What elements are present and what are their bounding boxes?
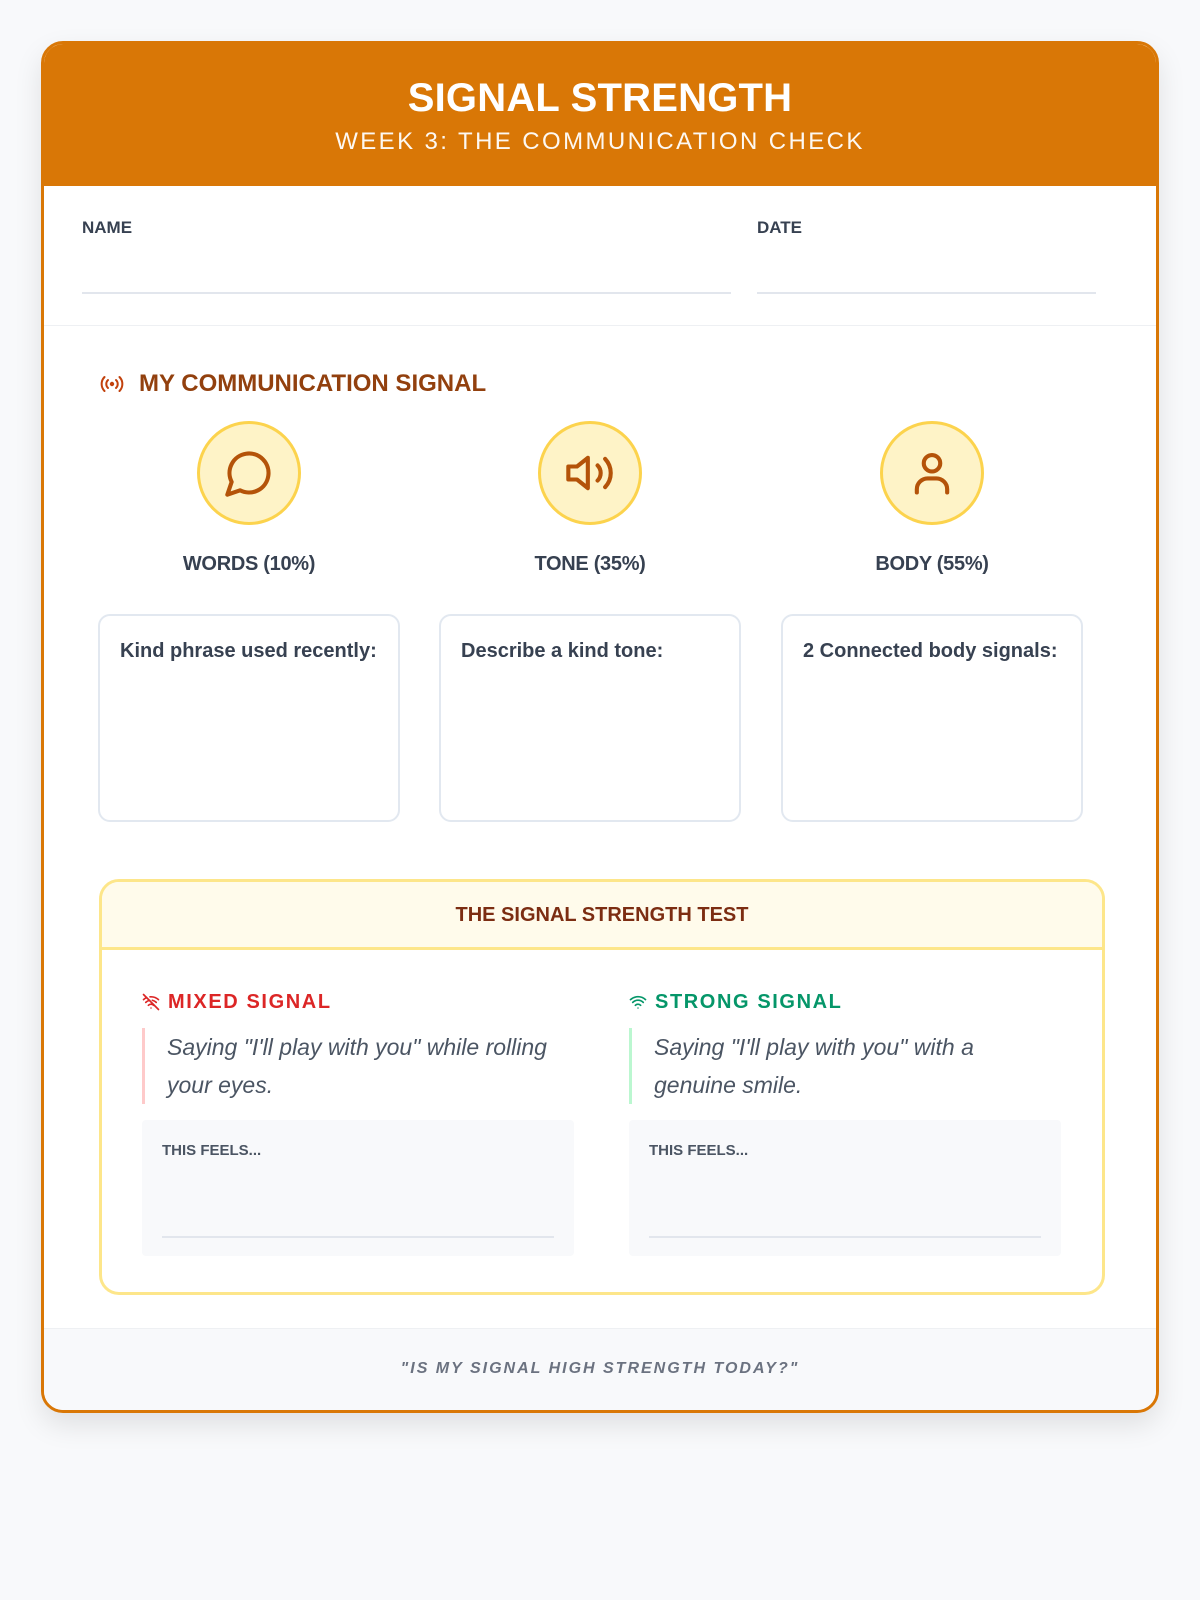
speaker-icon <box>564 447 616 499</box>
tone-prompt: Describe a kind tone: <box>461 640 664 662</box>
mixed-feel-box[interactable] <box>142 1120 574 1256</box>
page-title: SIGNAL STRENGTH <box>407 76 793 120</box>
strong-signal-title <box>629 990 1061 1014</box>
section-title-text: MY COMMUNICATION SIGNAL <box>139 370 487 397</box>
mixed-signal-title <box>142 990 574 1014</box>
tone-write-box[interactable] <box>439 614 741 822</box>
pillar-body-label: BODY (55%) <box>875 553 989 575</box>
strong-signal-column <box>629 990 1061 1256</box>
section-title <box>99 370 486 398</box>
test-title: THE SIGNAL STRENGTH TEST <box>102 882 1102 950</box>
date-field[interactable] <box>757 292 1096 294</box>
mixed-signal-title-text: MIXED SIGNAL <box>168 990 332 1013</box>
pillar-words <box>98 421 400 576</box>
page-subtitle: WEEK 3: THE COMMUNICATION CHECK <box>335 128 865 155</box>
person-icon <box>906 447 958 499</box>
pillar-tone-label: TONE (35%) <box>534 553 646 575</box>
words-write-box[interactable] <box>98 614 400 822</box>
pillar-tone-circle <box>538 421 642 525</box>
pillar-words-label: WORDS (10%) <box>182 553 316 575</box>
mixed-feel-line <box>162 1236 554 1238</box>
pillar-words-circle <box>197 421 301 525</box>
name-field[interactable] <box>82 292 731 294</box>
header <box>44 44 1156 186</box>
strong-feel-box[interactable] <box>629 1120 1061 1256</box>
pillar-body <box>781 421 1083 576</box>
wifi-off-icon <box>142 993 160 1011</box>
date-label: DATE <box>757 218 803 237</box>
body-prompt: 2 Connected body signals: <box>803 640 1058 662</box>
broadcast-icon <box>99 374 125 394</box>
signal-strength-test <box>99 879 1105 1295</box>
name-label: NAME <box>82 218 133 237</box>
pillar-tone <box>439 421 741 576</box>
words-prompt: Kind phrase used recently: <box>120 640 377 662</box>
footer-quote: "IS MY SIGNAL HIGH STRENGTH TODAY?" <box>44 1328 1156 1410</box>
strong-feel-label: THIS FEELS... <box>649 1142 749 1159</box>
strong-signal-title-text: STRONG SIGNAL <box>655 990 843 1013</box>
strong-feel-line <box>649 1236 1041 1238</box>
worksheet-card <box>41 41 1159 1413</box>
mixed-signal-column <box>142 990 574 1256</box>
mixed-feel-label: THIS FEELS... <box>162 1142 262 1159</box>
pillar-body-circle <box>880 421 984 525</box>
chat-bubble-icon <box>223 447 275 499</box>
strong-signal-quote: Saying "I'll play with you" with a genuine smile. <box>629 1028 1061 1104</box>
name-date-fields <box>44 186 1156 326</box>
body-write-box[interactable] <box>781 614 1083 822</box>
wifi-icon <box>629 993 647 1011</box>
mixed-signal-quote: Saying "I'll play with you" while rolling your eyes. <box>142 1028 574 1104</box>
